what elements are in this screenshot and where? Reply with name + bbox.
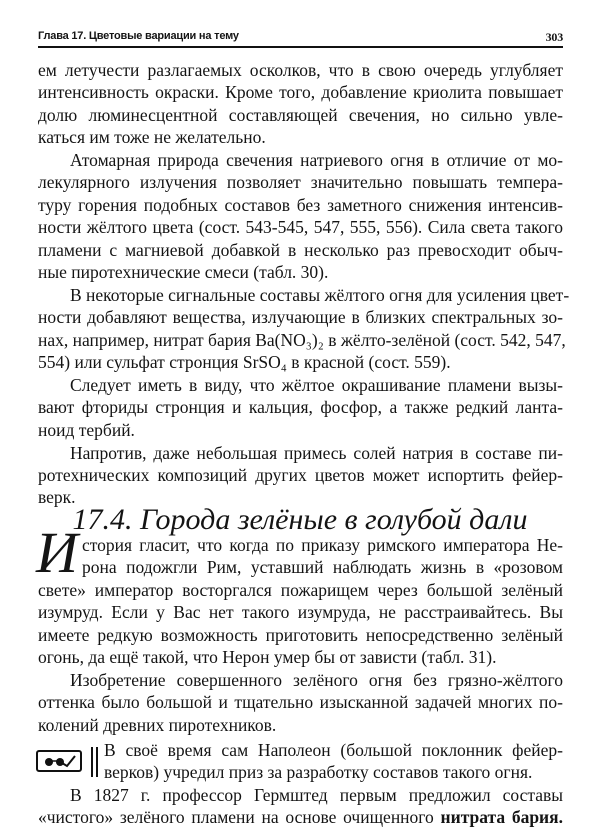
text-line: верков) учредил приз за разработку составов такого огня.	[104, 762, 533, 782]
text-line: ем летучести разлагаемых осколков, что в свою очередь углубляет	[38, 60, 563, 80]
text-line: В некоторые сигнальные составы жёлтого огня для усиления цвет-	[70, 285, 570, 305]
text-line: пламени с магниевой добавкой в несколько раз превосходит обыч-	[38, 240, 563, 260]
bold-term: нитрата бария.	[440, 807, 563, 827]
text-line: Атомарная природа свечения натриевого огня в отличие от мо-	[70, 150, 563, 170]
text-line: нах, например, нитрат бария Ba(NO₃)₂ в жёлто-зелёной (сост. 542, 547,	[38, 330, 566, 350]
text-line: ротехнических композиций других цветов может испортить фейер-	[38, 465, 563, 485]
text-line: Изобретение совершенного зелёного огня без грязно-жёлтого	[70, 670, 563, 690]
drop-cap: И	[36, 520, 78, 585]
text-line: лекулярного излучения позволяет значительно повышать темпера-	[38, 172, 563, 192]
text-line: ности добавляют вещества, излучающие в близких спектральных зо-	[38, 307, 563, 327]
text-line: рона подожгли Рим, уставший наблюдать жизнь в «розовом	[82, 557, 563, 577]
text-line: вают фториды стронция и кальция, фосфор, а также редкий ланта-	[38, 397, 563, 417]
text-line: 554) или сульфат стронция SrSO₄ в красной (сост. 559).	[38, 352, 451, 372]
text-line: верк.	[38, 487, 76, 507]
text-line	[38, 806, 563, 828]
text-line: имеете редкую возможность приготовить непосредственно зелёный	[38, 625, 563, 645]
text-line: свете» император восторгался пожарищем через большой зелёный	[38, 580, 563, 600]
text-line: ные пиротехнические смеси (табл. 30).	[38, 262, 329, 282]
text-line: В 1827 г. профессор Гермштед первым предложил составы	[70, 785, 563, 805]
note-margin-bars	[91, 747, 98, 777]
text-line: ности жёлтого цвета (сост. 543-545, 547, 555, 556). Сила света такого	[38, 217, 563, 237]
page-number: 303	[545, 30, 563, 44]
text-line: каться им тоже не желательно.	[38, 127, 266, 147]
chapter-title: Глава 17. Цветовые вариации на тему	[38, 30, 239, 42]
text-line: ноид тербий.	[38, 420, 135, 440]
text-line: огонь, да ещё такой, что Нерон умер бы от зависти (табл. 31).	[38, 647, 497, 667]
text-line: интенсивность окраски. Кроме того, добавление криолита повышает	[38, 82, 563, 102]
section-heading: 17.4. Города зелёные в голубой дали	[72, 503, 528, 536]
text-line: долю люминесцентной составляющей свечения, но сильно увле-	[38, 105, 563, 125]
text-line: колений древних пиротехников.	[38, 715, 277, 735]
text-line: Напротив, даже небольшая примесь солей натрия в составе пи-	[70, 443, 563, 463]
text-line: оттенка было большой и тщательно изысканной задачей многих по-	[38, 692, 563, 712]
text-line: стория гласит, что когда по приказу римского императора Не-	[82, 535, 563, 555]
text-span: «чистого» зелёного пламени на основе очищенного	[38, 807, 441, 827]
text-line: изумруд. Если у Вас нет такого изумруда, не расстраивайтесь. Вы	[38, 602, 563, 622]
text-line: туру горения подобных составов без заметного снижения интенсив-	[38, 195, 563, 215]
running-header	[38, 30, 563, 48]
glasses-check-icon	[36, 750, 82, 772]
text-line: В своё время сам Наполеон (большой поклонник фейер-	[104, 740, 563, 760]
text-line: Следует иметь в виду, что жёлтое окрашивание пламени вызы-	[70, 375, 563, 395]
